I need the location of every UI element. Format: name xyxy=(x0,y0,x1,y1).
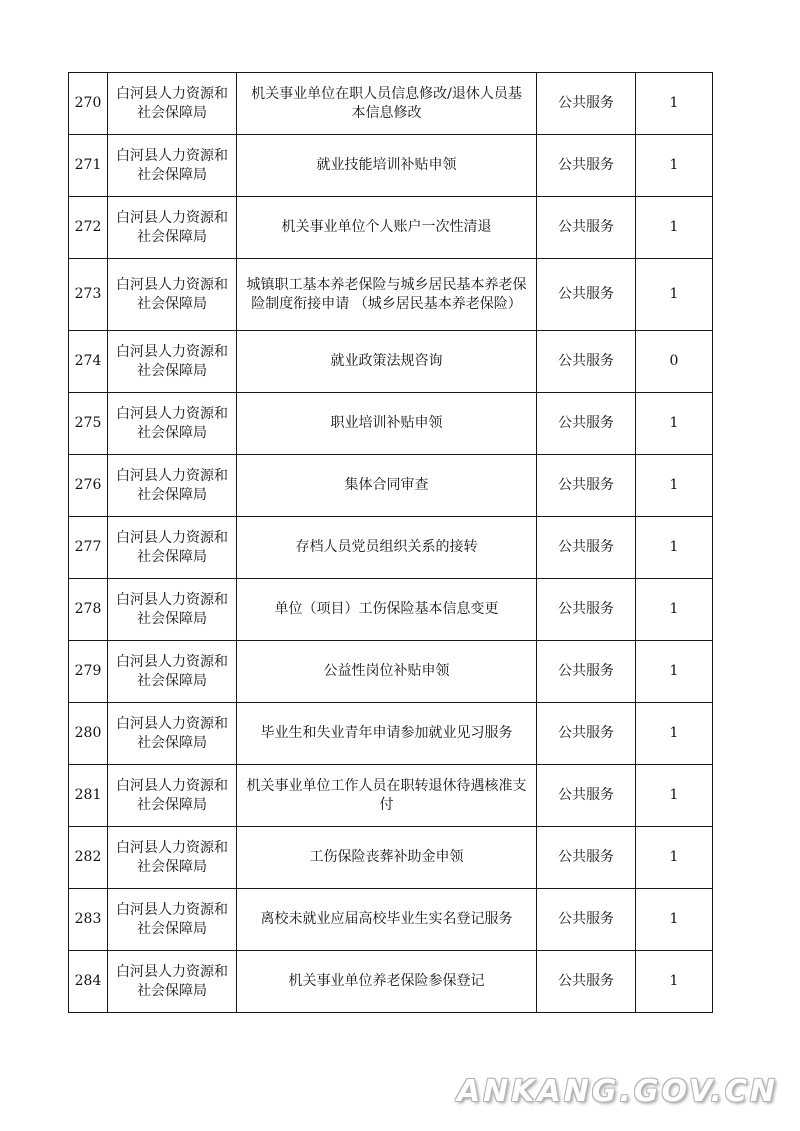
item-count: 1 xyxy=(636,135,713,197)
service-item-name: 就业政策法规咨询 xyxy=(237,331,537,393)
service-item-name: 毕业生和失业青年申请参加就业见习服务 xyxy=(237,703,537,765)
item-count: 1 xyxy=(636,765,713,827)
row-number: 278 xyxy=(69,579,108,641)
row-number: 279 xyxy=(69,641,108,703)
item-count: 1 xyxy=(636,579,713,641)
service-item-name: 集体合同审查 xyxy=(237,455,537,517)
service-category: 公共服务 xyxy=(537,889,636,951)
service-item-name: 工伤保险丧葬补助金申领 xyxy=(237,827,537,889)
table-row xyxy=(69,135,713,197)
row-number: 274 xyxy=(69,331,108,393)
service-category: 公共服务 xyxy=(537,951,636,1013)
service-category: 公共服务 xyxy=(537,827,636,889)
department-name: 白河县人力资源和社会保障局 xyxy=(108,579,237,641)
service-category: 公共服务 xyxy=(537,703,636,765)
row-number: 273 xyxy=(69,259,108,331)
item-count: 1 xyxy=(636,455,713,517)
table-row xyxy=(69,579,713,641)
service-item-name: 城镇职工基本养老保险与城乡居民基本养老保险制度衔接申请 （城乡居民基本养老保险） xyxy=(237,259,537,331)
service-item-name: 机关事业单位个人账户一次性清退 xyxy=(237,197,537,259)
service-item-name: 离校未就业应届高校毕业生实名登记服务 xyxy=(237,889,537,951)
row-number: 270 xyxy=(69,73,108,135)
row-number: 271 xyxy=(69,135,108,197)
item-count: 1 xyxy=(636,259,713,331)
table-row xyxy=(69,827,713,889)
department-name: 白河县人力资源和社会保障局 xyxy=(108,331,237,393)
service-category: 公共服务 xyxy=(537,517,636,579)
row-number: 275 xyxy=(69,393,108,455)
table-row xyxy=(69,889,713,951)
item-count: 1 xyxy=(636,517,713,579)
department-name: 白河县人力资源和社会保障局 xyxy=(108,517,237,579)
service-category: 公共服务 xyxy=(537,259,636,331)
department-name: 白河县人力资源和社会保障局 xyxy=(108,641,237,703)
service-item-name: 机关事业单位在职人员信息修改/退休人员基本信息修改 xyxy=(237,73,537,135)
table-row xyxy=(69,517,713,579)
department-name: 白河县人力资源和社会保障局 xyxy=(108,827,237,889)
service-category: 公共服务 xyxy=(537,641,636,703)
table-row xyxy=(69,703,713,765)
table-row xyxy=(69,641,713,703)
service-item-name: 公益性岗位补贴申领 xyxy=(237,641,537,703)
item-count: 1 xyxy=(636,197,713,259)
table-row xyxy=(69,765,713,827)
table-body xyxy=(69,73,713,1013)
service-category: 公共服务 xyxy=(537,393,636,455)
item-count: 1 xyxy=(636,889,713,951)
service-category: 公共服务 xyxy=(537,73,636,135)
site-watermark: ANKANG.GOV.CN xyxy=(456,1074,778,1109)
item-count: 1 xyxy=(636,73,713,135)
item-count: 1 xyxy=(636,641,713,703)
table-row xyxy=(69,393,713,455)
service-item-name: 机关事业单位工作人员在职转退休待遇核准支付 xyxy=(237,765,537,827)
row-number: 283 xyxy=(69,889,108,951)
service-item-name: 职业培训补贴申领 xyxy=(237,393,537,455)
department-name: 白河县人力资源和社会保障局 xyxy=(108,703,237,765)
department-name: 白河县人力资源和社会保障局 xyxy=(108,197,237,259)
department-name: 白河县人力资源和社会保障局 xyxy=(108,455,237,517)
table-row xyxy=(69,259,713,331)
service-item-name: 就业技能培训补贴申领 xyxy=(237,135,537,197)
table-row xyxy=(69,331,713,393)
row-number: 282 xyxy=(69,827,108,889)
department-name: 白河县人力资源和社会保障局 xyxy=(108,889,237,951)
table-row xyxy=(69,73,713,135)
service-item-name: 存档人员党员组织关系的接转 xyxy=(237,517,537,579)
table-row xyxy=(69,455,713,517)
service-category: 公共服务 xyxy=(537,331,636,393)
table-row xyxy=(69,951,713,1013)
item-count: 1 xyxy=(636,393,713,455)
department-name: 白河县人力资源和社会保障局 xyxy=(108,73,237,135)
service-category: 公共服务 xyxy=(537,197,636,259)
service-category: 公共服务 xyxy=(537,455,636,517)
service-category: 公共服务 xyxy=(537,579,636,641)
row-number: 272 xyxy=(69,197,108,259)
row-number: 276 xyxy=(69,455,108,517)
service-item-name: 机关事业单位养老保险参保登记 xyxy=(237,951,537,1013)
service-items-table xyxy=(68,72,713,1013)
service-category: 公共服务 xyxy=(537,765,636,827)
table-row xyxy=(69,197,713,259)
department-name: 白河县人力资源和社会保障局 xyxy=(108,393,237,455)
department-name: 白河县人力资源和社会保障局 xyxy=(108,259,237,331)
service-item-name: 单位（项目）工伤保险基本信息变更 xyxy=(237,579,537,641)
row-number: 281 xyxy=(69,765,108,827)
service-category: 公共服务 xyxy=(537,135,636,197)
item-count: 1 xyxy=(636,951,713,1013)
row-number: 277 xyxy=(69,517,108,579)
department-name: 白河县人力资源和社会保障局 xyxy=(108,765,237,827)
department-name: 白河县人力资源和社会保障局 xyxy=(108,135,237,197)
item-count: 0 xyxy=(636,331,713,393)
item-count: 1 xyxy=(636,827,713,889)
department-name: 白河县人力资源和社会保障局 xyxy=(108,951,237,1013)
row-number: 280 xyxy=(69,703,108,765)
item-count: 1 xyxy=(636,703,713,765)
row-number: 284 xyxy=(69,951,108,1013)
